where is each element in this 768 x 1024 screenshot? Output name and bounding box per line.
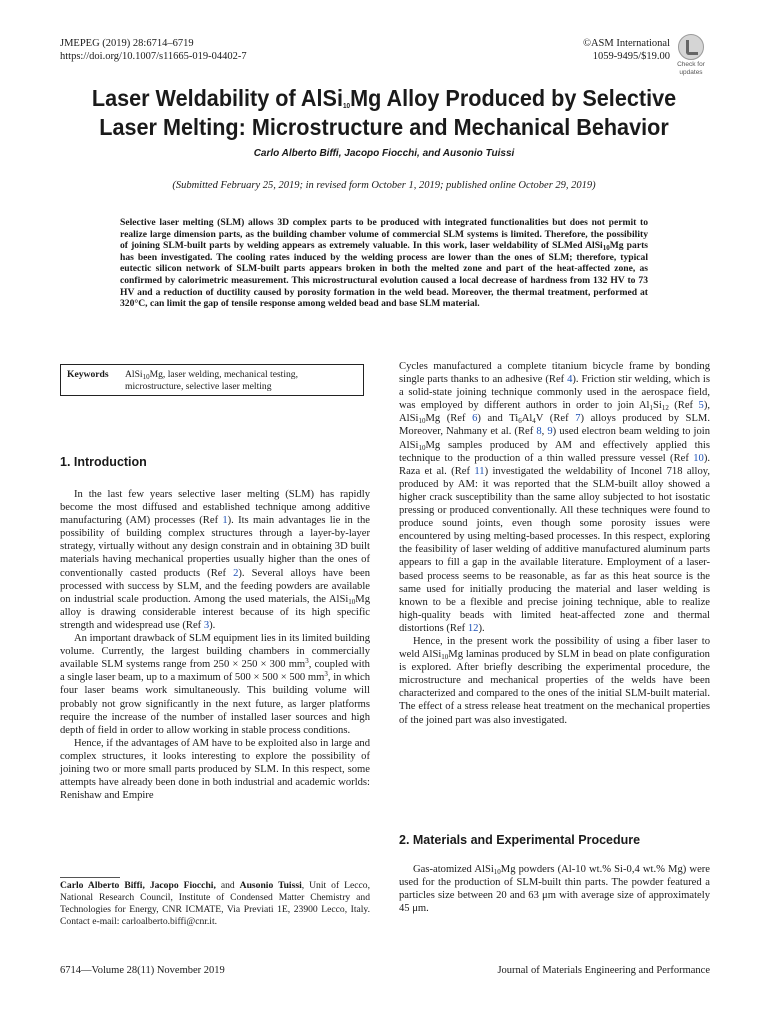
ref-link[interactable]: 10 — [693, 452, 704, 464]
paragraph: Hence, if the advantages of AM have to be exploited also in large and complex structures, it looks interesting to explore the possibility of joining two or more small parts produced by SLM. In this respect, some attempts have already been done in both industrial and academic worlds: Renishaw and Empire — [60, 737, 370, 802]
intro-continued-column — [399, 360, 710, 727]
ref-link[interactable]: 3 — [203, 619, 210, 631]
journal-citation: JMEPEG (2019) 28:6714–6719 — [60, 38, 194, 49]
publisher-info — [583, 38, 670, 63]
price: 1059-9495/$19.00 — [592, 50, 670, 62]
author-list: Carlo Alberto Biffi, Jacopo Fiocchi, and Ausonio Tuissi — [253, 148, 515, 159]
journal-header — [60, 38, 247, 63]
check-updates-icon — [678, 34, 704, 60]
footer-journal: Journal of Materials Engineering and Performance — [497, 965, 710, 976]
keywords-box — [60, 364, 364, 396]
submission-dates: (Submitted February 25, 2019; in revised form October 1, 2019; published online October 29, 2019) — [172, 180, 596, 191]
ref-link[interactable]: 12 — [467, 622, 479, 634]
materials-column — [399, 863, 710, 915]
check-for-updates-badge[interactable] — [672, 34, 710, 74]
ref-link[interactable]: 4 — [567, 374, 573, 386]
ref-link[interactable]: 8 — [536, 426, 542, 438]
footer-volume: 6714—Volume 28(11) November 2019 — [60, 965, 225, 976]
ref-link[interactable]: 5 — [698, 400, 704, 412]
section-heading-introduction: 1. Introduction — [60, 455, 147, 469]
footnote-rule — [60, 877, 120, 878]
ref-link[interactable]: 1 — [222, 515, 228, 527]
publisher: ©ASM International — [582, 38, 670, 49]
abstract: Selective laser melting (SLM) allows 3D complex parts to be produced with integrated functionalities but does not permit to realize large dimension parts, as the building chamber volume of commercial SLM systems is limited. Therefore, the possibility of joining SLM-built parts by welding appears as extremely valuable. In this work, laser weldability of SLMed AlSi$_{10}$Mg parts has been investigated. The cooling rates induced by the welding process are lower than the ones of SLM; therefore, typical eutectic silicon network of SLM-built parts appears broken in both the melted zone and part of the heat-affected zone, as confirmed by calorimetric measurement. This microstructural evolution caused a local decrease of hardness from 132 HV to 73 HV and a reduction of ductility caused by porosity formation in the weld bead. Moreover, the thermal treatment, performed at 320°C, can limit the gap of tensile response among welded bead and base SLM material. — [120, 217, 649, 310]
ref-link[interactable]: 11 — [474, 465, 485, 477]
author-affiliation: Carlo Alberto Biffi, Jacopo Fiocchi, and Ausonio Tuissi, Unit of Lecco, National Research Council, Institute of Condensed Matter Chemistry and Technologies for Energy, CNR ICMATE, Via Previati 1E, 23900 Lecco, Italy. Contact e-mail: carloalberto.biffi@cnr.it. — [60, 880, 370, 927]
paragraph: Cycles manufactured a complete titanium bicycle frame by bonding single parts thanks to an adhesive (Ref 4). Friction stir welding, which is a solid-state joining technique commonly used in the aerospace field, was employed by different authors in order to join $Al_1Si_{12}$ (Ref 5), AlSi$_{10}$Mg (Ref 6) and $Ti_6Al_4V$ (Ref 7) alloys produced by SLM. Moreover, Nahmany et al. (Ref 8, 9) used electron beam welding to join AlSi$_{10}$Mg samples produced by AM and effectively applied this technique to the production of a thin walled pressure vessel (Ref 10). Raza et al. (Ref 11) investigated the weldability of Inconel 718 alloy, produced by AM: it was reported that the SLM-built alloy showed a higher crack susceptibility than the same alloy subjected to hot isostatic pressing or produced conventionally. All these techniques were found to produce sound joints, even though some porosity issues were encountered by using melting-based processes. In this respect, exploring the feasibility of laser welding of additive manufactured aluminum parts appears to fill a gap in the available literature. Employment of a laser-based process seems to be reasonable, as far as this heat source is the same used for initially producing the material and laser welding is known to be a flexible and precise joining technique, able to realize high-quality beads with limited heat-affected zone and thermal distortions (Ref 12). — [399, 361, 711, 634]
article-title: Laser Weldability of AlSi$_{10}$Mg Alloy Produced by Selective Laser Melting: Microstructure and Mechanical Behavior — [91, 85, 677, 140]
badge-label-1: Check for — [677, 61, 705, 68]
section-heading-materials: 2. Materials and Experimental Procedure — [399, 833, 641, 847]
ref-link[interactable]: 9 — [547, 426, 553, 438]
paragraph: Gas-atomized AlSi$_{10}$Mg powders (Al-10 wt.% Si-0,4 wt.% Mg) were used for the production of SLM-built thin parts. The powder featured a particles size between 20 and 63 μm with average size of approximately 45 μm. — [399, 864, 710, 915]
paragraph: In the last few years selective laser melting (SLM) has rapidly become the most diffused and established technique among additive manufacturing (AM) processes (Ref 1). Its main advantages lie in the possibility of building complex structures through a layer-by-layer strategy, virtually without any design constrain and in obtaining 3D built materials having mechanical properties usually higher than the ones of conventionally casted products (Ref 2). Several alloys have been processed with success by SLM, and the feeding powders are available on industrial scale production. Among the used materials, the AlSi$_{10}$Mg alloy is drawing considerable interest because of its high specific strength and widespread use (Ref 3). — [60, 489, 370, 631]
ref-link[interactable]: 2 — [233, 567, 239, 579]
ref-link[interactable]: 6 — [472, 413, 478, 425]
keywords-label: Keywords — [67, 369, 109, 380]
keywords-list: AlSi$_{10}$Mg, laser welding, mechanical testing, microstructure, selective laser melting — [125, 369, 299, 392]
badge-label-2: updates — [679, 69, 703, 76]
intro-column — [60, 488, 370, 802]
paragraph: Hence, in the present work the possibility of using a fiber laser to weld AlSi$_{10}$Mg laminas produced by SLM in bead on plate configuration is explored. After briefly describing the experimental procedure, the microstructure and mechanical properties of the welds have been characterized and compared to the ones of the initial SLM-built material. The effect of a stress release heat treatment on the mechanical properties of the joined part was also investigated. — [399, 635, 710, 726]
ref-link[interactable]: 7 — [575, 413, 581, 425]
paragraph: An important drawback of SLM equipment lies in its limited building volume. Currently, the largest building chambers in commercially available SLM systems range from 250 × 250 × 300 $mm^3$, coupled with a single laser beam, up to a maximum of 500 × 500 × 500 $mm^3$, in which four laser beams work simultaneously. This building volume will probably not grow significantly in the next future, as larger platforms require the increase of the number of installed laser sources and high depth of field in order to allow working in stable process conditions. — [60, 633, 371, 736]
doi-link[interactable]: https://doi.org/10.1007/s11665-019-04402-7 — [60, 50, 247, 62]
